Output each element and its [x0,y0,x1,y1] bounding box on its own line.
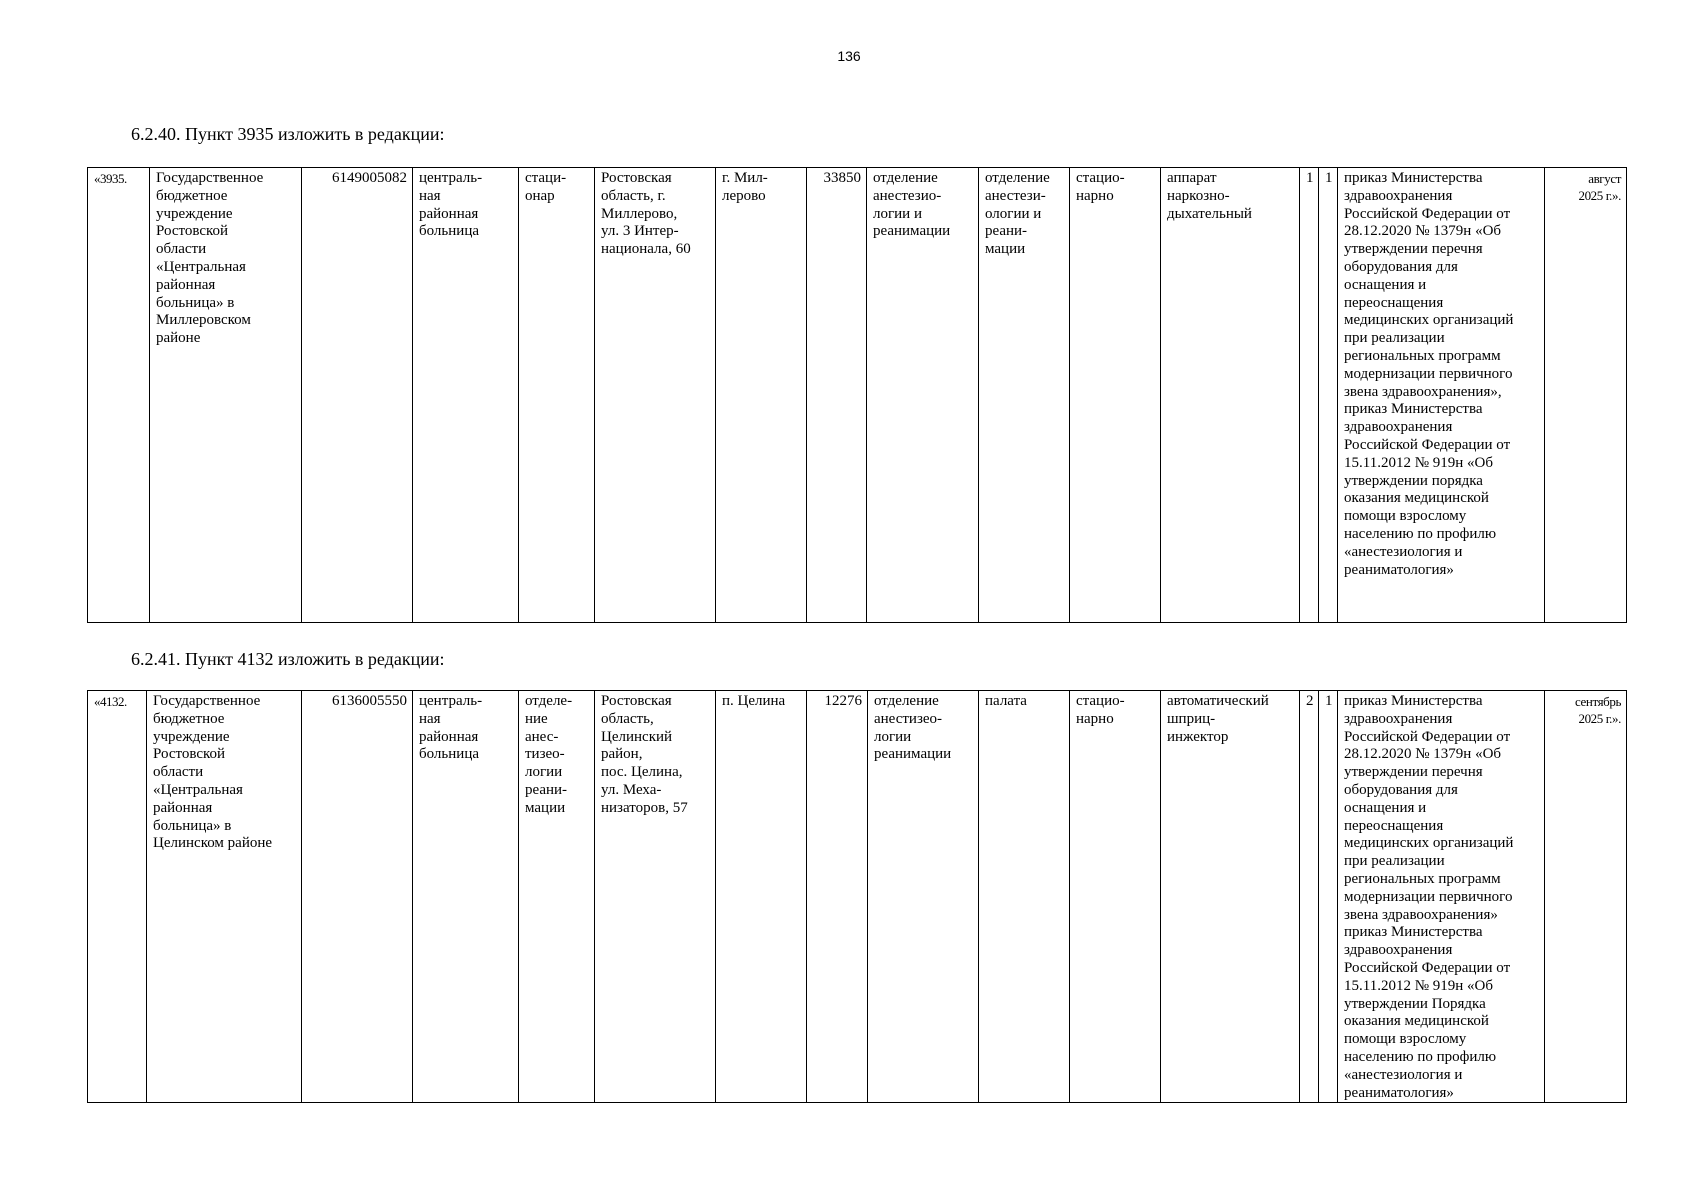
address-cell: Ростовская область, Целинский район, пос. Целина, ул. Меха- низаторов, 57 [595,691,716,1103]
quantity-cell: 1 [1319,168,1338,623]
population-cell: 12276 [807,691,868,1103]
date-cell: август 2025 г.». [1545,168,1627,623]
room-cell: отделение анестези- ологии и реани- мации [979,168,1070,623]
locality-cell: п. Целина [716,691,807,1103]
mode-cell: стацио- нарно [1070,168,1161,623]
equipment-cell: аппарат наркозно- дыхательный [1161,168,1300,623]
section-heading-6-2-40: 6.2.40. Пункт 3935 изложить в редакции: [131,124,445,144]
equipment-cell: автоматический шприц- инжектор [1161,691,1300,1103]
department-cell: отделение анестизео- логии реанимации [868,691,979,1103]
unit-cell: стаци- онар [519,168,595,623]
mode-cell: стацио- нарно [1070,691,1161,1103]
order-reference: приказ Министерства здравоохранения Российской Федерации от 28.12.2020 № 1379н «Об утверждении перечня оборудования для оснащения и переоснащения медицинских организаций при реализации региональных программ модернизации первичного звена здравоохранения», приказ Министерства здравоохранения Российской Федерации от 15.11.2012 № 919н «Об утверждении порядка оказания медицинской помощи взрослому населению по профилю «анестезиология и реаниматология» [1338,168,1545,623]
institution-name: Государственное бюджетное учреждение Ростовской области «Центральная районная больница» в Целинском районе [147,691,302,1103]
population-cell: 33850 [807,168,867,623]
entry-number: «4132. [88,691,147,1103]
institution-type: централь- ная районная больница [413,691,519,1103]
locality-cell: г. Мил- лерово [716,168,807,623]
quantity-cell: 2 [1300,691,1319,1103]
address-cell: Ростовская область, г. Миллерово, ул. 3 Интер- национала, 60 [595,168,716,623]
page-number: 136 [837,48,861,64]
order-reference: приказ Министерства здравоохранения Российской Федерации от 28.12.2020 № 1379н «Об утверждении перечня оборудования для оснащения и переоснащения медицинских организаций при реализации региональных программ модернизации первичного звена здравоохранения» приказ Министерства здравоохранения Российской Федерации от 15.11.2012 № 919н «Об утверждении Порядка оказания медицинской помощи взрослому населению по профилю «анестезиология и реаниматология» [1338,691,1545,1103]
inn-cell: 6149005082 [302,168,413,623]
register-table-4132 [87,690,1627,1103]
table-row [88,168,1627,623]
date-cell: сентябрь 2025 г.». [1545,691,1627,1103]
unit-cell: отделе- ние анес- тизео- логии реани- мации [519,691,595,1103]
room-cell: палата [979,691,1070,1103]
section-heading-6-2-41: 6.2.41. Пункт 4132 изложить в редакции: [131,649,445,669]
table-row [88,691,1627,1103]
quantity-cell: 1 [1300,168,1319,623]
register-table-3935 [87,167,1627,623]
department-cell: отделение анестезио- логии и реанимации [867,168,979,623]
quantity-cell: 1 [1319,691,1338,1103]
entry-number: «3935. [88,168,150,623]
institution-type: централь- ная районная больница [413,168,519,623]
inn-cell: 6136005550 [302,691,413,1103]
institution-name: Государственное бюджетное учреждение Ростовской области «Центральная районная больница» в Миллеровском районе [150,168,302,623]
